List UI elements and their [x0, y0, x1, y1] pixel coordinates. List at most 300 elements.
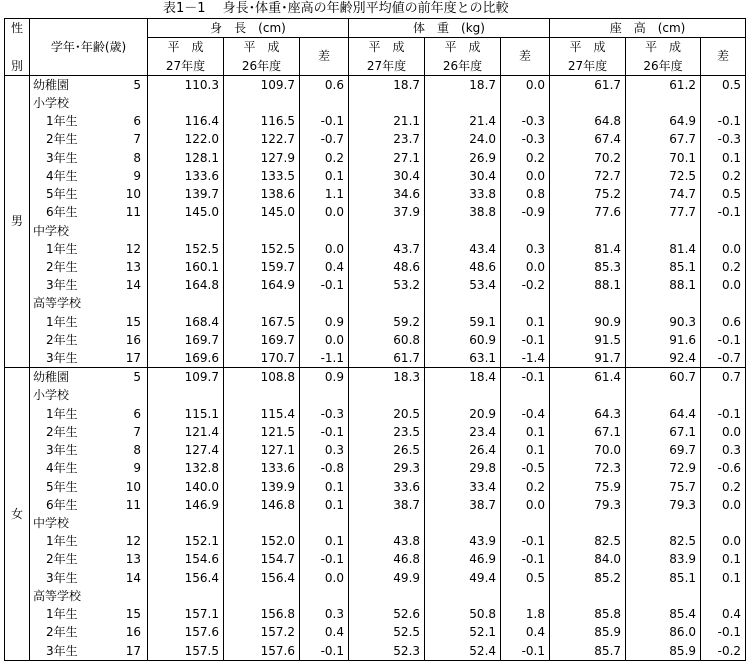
row-label: 6年生 [46, 497, 78, 512]
sitting-height-diff-cell: 0.0 [701, 423, 746, 441]
weight-diff-cell: 0.0 [501, 167, 550, 185]
h26-bottom: 26年度 [224, 56, 300, 75]
weight-diff-cell: 0.8 [501, 185, 550, 203]
table-row [5, 276, 746, 294]
sitting-height-h27-cell: 70.2 [550, 149, 626, 167]
height-h26-cell: 159.7 [224, 258, 300, 276]
height-diff-cell: 0.3 [300, 441, 349, 459]
row-age: 8 [121, 149, 148, 167]
height-diff-cell: 0.1 [300, 167, 349, 185]
weight-h26-cell: 29.8 [425, 459, 501, 477]
weight-h27-cell: 34.6 [349, 185, 425, 203]
height-h26-cell: 146.8 [224, 496, 300, 514]
s26-top: 平 成 [626, 38, 701, 57]
weight-h26-cell [425, 587, 501, 605]
height-h27-cell: 157.6 [148, 623, 224, 641]
row-age: 5 [121, 75, 148, 94]
height-h27-cell: 110.3 [148, 75, 224, 94]
sitting-height-h26-cell: 79.3 [626, 496, 701, 514]
table-row [5, 550, 746, 568]
sitting-height-diff-cell: 0.2 [701, 258, 746, 276]
height-diff-cell: 0.4 [300, 258, 349, 276]
sitting-height-h26-cell: 85.9 [626, 641, 701, 660]
row-age: 11 [121, 203, 148, 221]
h26-top: 平 成 [224, 38, 300, 57]
height-h27-cell [148, 294, 224, 312]
sitting-height-h27-cell: 91.7 [550, 349, 626, 368]
height-diff-cell: -0.1 [300, 112, 349, 130]
row-age: 14 [121, 569, 148, 587]
row-age: 12 [121, 240, 148, 258]
weight-h26-cell: 33.8 [425, 185, 501, 203]
row-label: 1年生 [46, 406, 78, 421]
weight-h27-cell: 20.5 [349, 405, 425, 423]
sitting-height-diff-cell [701, 94, 746, 112]
weight-h27-cell: 52.3 [349, 641, 425, 660]
row-label: 1年生 [46, 114, 78, 129]
height-h27-cell: 109.7 [148, 368, 224, 387]
table-row [5, 203, 746, 221]
w27-top: 平 成 [349, 38, 425, 57]
table-row [5, 294, 746, 312]
weight-diff-cell: 0.0 [501, 75, 550, 94]
weight-h26-cell: 20.9 [425, 405, 501, 423]
weight-h27-cell: 52.5 [349, 623, 425, 641]
row-age: 6 [121, 112, 148, 130]
height-h26-cell: 156.4 [224, 569, 300, 587]
height-diff-cell [300, 294, 349, 312]
sitting-height-diff-cell [701, 514, 746, 532]
weight-h26-cell: 49.4 [425, 569, 501, 587]
sitting-height-h26-cell: 92.4 [626, 349, 701, 368]
sitting-height-diff-cell: 0.1 [701, 149, 746, 167]
row-label: 4年生 [46, 168, 78, 183]
table-row [5, 605, 746, 623]
sitting-height-h27-cell [550, 514, 626, 532]
weight-diff-cell: -0.9 [501, 203, 550, 221]
sitting-height-diff-cell: -0.1 [701, 623, 746, 641]
height-h26-cell: 138.6 [224, 185, 300, 203]
sitting-height-diff-cell: 0.0 [701, 496, 746, 514]
height-diff-cell [300, 587, 349, 605]
sitting-height-h26-cell: 69.7 [626, 441, 701, 459]
weight-h26-cell: 38.7 [425, 496, 501, 514]
sex-female: 女 [5, 368, 30, 661]
row-label: 4年生 [46, 461, 78, 476]
sitting-height-diff-cell [701, 587, 746, 605]
weight-h26-cell: 52.4 [425, 641, 501, 660]
weight-diff-cell: -0.1 [501, 368, 550, 387]
table-row [5, 313, 746, 331]
weight-diff-cell: 0.0 [501, 496, 550, 514]
row-age [121, 587, 148, 605]
sitting-height-diff-cell: 0.0 [701, 240, 746, 258]
weight-h27-cell: 38.7 [349, 496, 425, 514]
height-header: 身 長 (cm) [148, 19, 349, 38]
table-row [5, 641, 746, 660]
row-age: 15 [121, 313, 148, 331]
table-row [5, 496, 746, 514]
weight-h26-cell: 33.4 [425, 477, 501, 495]
sitting-height-h26-cell: 85.1 [626, 258, 701, 276]
height-h27-cell: 152.5 [148, 240, 224, 258]
row-age: 11 [121, 496, 148, 514]
height-h26-cell [224, 94, 300, 112]
weight-h27-cell: 18.3 [349, 368, 425, 387]
weight-diff-cell: 0.3 [501, 240, 550, 258]
sitting-height-h26-cell: 77.7 [626, 203, 701, 221]
row-label: 3年生 [46, 150, 78, 165]
weight-h26-cell: 21.4 [425, 112, 501, 130]
weight-h27-cell: 48.6 [349, 258, 425, 276]
sitting-height-h27-cell: 84.0 [550, 550, 626, 568]
h27-bottom: 27年度 [148, 56, 224, 75]
sitting-height-h27-cell: 61.7 [550, 75, 626, 94]
w26-bottom: 26年度 [425, 56, 501, 75]
height-h26-cell: 170.7 [224, 349, 300, 368]
height-h26-cell: 133.6 [224, 459, 300, 477]
weight-h26-cell: 46.9 [425, 550, 501, 568]
sitting-height-h27-cell: 75.2 [550, 185, 626, 203]
row-label: 3年生 [30, 641, 121, 660]
height-h27-cell: 169.6 [148, 349, 224, 368]
table-row [5, 221, 746, 239]
row-age [121, 94, 148, 112]
row-age: 15 [121, 605, 148, 623]
sitting-height-h27-cell: 61.4 [550, 368, 626, 387]
sitting-height-h26-cell [626, 294, 701, 312]
row-age: 9 [121, 459, 148, 477]
weight-h26-cell: 24.0 [425, 130, 501, 148]
weight-h26-cell [425, 94, 501, 112]
weight-h27-cell: 43.8 [349, 532, 425, 550]
sitting-height-h27-cell: 77.6 [550, 203, 626, 221]
sitting-height-diff-cell: 0.5 [701, 75, 746, 94]
weight-diff-cell [501, 587, 550, 605]
sitting-height-diff-cell: 0.0 [701, 532, 746, 550]
row-age: 7 [121, 130, 148, 148]
sitting-height-h26-cell: 67.7 [626, 130, 701, 148]
height-h27-cell: 139.7 [148, 185, 224, 203]
weight-diff-cell: -0.4 [501, 405, 550, 423]
sitting-height-h26-cell: 74.7 [626, 185, 701, 203]
height-h27-cell [148, 514, 224, 532]
weight-diff-cell: 0.0 [501, 258, 550, 276]
weight-h27-cell [349, 514, 425, 532]
weight-h27-cell: 49.9 [349, 569, 425, 587]
height-diff-cell [300, 514, 349, 532]
row-label: 3年生 [46, 570, 78, 585]
sitting-height-diff-cell: 0.2 [701, 477, 746, 495]
sitting-height-h27-cell: 85.3 [550, 258, 626, 276]
sitting-height-diff-cell: 0.3 [701, 441, 746, 459]
weight-diff-cell: 0.1 [501, 423, 550, 441]
sitting-height-h27-cell: 82.5 [550, 532, 626, 550]
height-h27-cell: 154.6 [148, 550, 224, 568]
sitting-height-diff-cell: 0.1 [701, 569, 746, 587]
sitting-height-h26-cell [626, 514, 701, 532]
table-row [5, 368, 746, 387]
row-label: 幼稚園 [33, 77, 70, 92]
sex-male: 男 [5, 75, 30, 368]
sitting-height-h27-cell [550, 221, 626, 239]
sitting-height-diff-cell: -0.1 [701, 405, 746, 423]
row-age: 10 [121, 477, 148, 495]
table-row [5, 349, 746, 368]
row-label: 3年生 [46, 443, 78, 458]
row-age: 12 [121, 532, 148, 550]
table-title: 表1－1 身長･体重･座高の年齢別平均値の前年度との比較 [163, 1, 509, 16]
sitting-height-diff-cell: -0.6 [701, 459, 746, 477]
height-diff-cell: 0.1 [300, 496, 349, 514]
table-row [5, 75, 746, 94]
height-h26-cell: 157.2 [224, 623, 300, 641]
height-diff-cell: 0.3 [300, 605, 349, 623]
height-h26-cell: 122.7 [224, 130, 300, 148]
sitting-height-diff-cell [701, 386, 746, 404]
weight-h26-cell [425, 221, 501, 239]
row-label: 小学校 [33, 95, 70, 110]
table-row [5, 331, 746, 349]
height-h27-cell: 133.6 [148, 167, 224, 185]
weight-h27-cell: 23.5 [349, 423, 425, 441]
weight-h27-cell [349, 386, 425, 404]
height-h27-cell: 169.7 [148, 331, 224, 349]
w26-top: 平 成 [425, 38, 501, 57]
height-h27-cell: 128.1 [148, 149, 224, 167]
weight-diff-cell: 0.1 [501, 313, 550, 331]
row-age [121, 386, 148, 404]
sitting-height-h27-cell: 88.1 [550, 276, 626, 294]
row-age: 7 [121, 423, 148, 441]
height-diff-cell: 0.9 [300, 368, 349, 387]
height-h26-cell: 121.5 [224, 423, 300, 441]
height-diff-cell: 0.1 [300, 532, 349, 550]
weight-h27-cell: 27.1 [349, 149, 425, 167]
sitting-height-h27-cell: 81.4 [550, 240, 626, 258]
height-h27-cell: 157.1 [148, 605, 224, 623]
sitting-height-h27-cell: 64.3 [550, 405, 626, 423]
sitting-height-h27-cell: 72.3 [550, 459, 626, 477]
height-h26-cell [224, 587, 300, 605]
table-row [5, 405, 746, 423]
sitting-height-h26-cell: 75.7 [626, 477, 701, 495]
row-label: 小学校 [33, 388, 70, 403]
sitting-height-diff-cell: -0.1 [701, 112, 746, 130]
sitting-height-h26-cell: 67.1 [626, 423, 701, 441]
sitting-height-diff-cell: 0.6 [701, 313, 746, 331]
height-h27-cell: 146.9 [148, 496, 224, 514]
weight-h26-cell [425, 386, 501, 404]
row-label: 3年生 [30, 349, 121, 368]
weight-diff-cell: -0.1 [501, 550, 550, 568]
row-label: 中学校 [33, 516, 70, 531]
table-row [5, 112, 746, 130]
weight-h27-cell: 30.4 [349, 167, 425, 185]
height-h26-cell: 164.9 [224, 276, 300, 294]
height-h26-cell: 152.0 [224, 532, 300, 550]
height-diff-cell: 1.1 [300, 185, 349, 203]
weight-h26-cell: 52.1 [425, 623, 501, 641]
row-age [121, 514, 148, 532]
height-h26-cell [224, 386, 300, 404]
sitting-height-diff-cell: 0.2 [701, 167, 746, 185]
weight-h26-cell: 38.8 [425, 203, 501, 221]
weight-h27-cell: 53.2 [349, 276, 425, 294]
weight-h26-cell: 43.9 [425, 532, 501, 550]
height-h27-cell [148, 94, 224, 112]
height-diff-cell: 0.2 [300, 149, 349, 167]
diff-header: 差 [300, 38, 349, 75]
diff-header: 差 [501, 38, 550, 75]
row-age: 13 [121, 258, 148, 276]
height-h26-cell [224, 221, 300, 239]
weight-h26-cell: 18.4 [425, 368, 501, 387]
height-h27-cell [148, 386, 224, 404]
sitting-height-diff-cell [701, 221, 746, 239]
height-h27-cell: 152.1 [148, 532, 224, 550]
weight-h27-cell: 61.7 [349, 349, 425, 368]
table-row [5, 240, 746, 258]
height-diff-cell [300, 94, 349, 112]
table-row [5, 149, 746, 167]
height-h27-cell: 127.4 [148, 441, 224, 459]
weight-h26-cell: 23.4 [425, 423, 501, 441]
sitting-height-h26-cell: 64.4 [626, 405, 701, 423]
row-age: 9 [121, 167, 148, 185]
row-label: 2年生 [46, 424, 78, 439]
h27-top: 平 成 [148, 38, 224, 57]
sitting-height-h27-cell: 67.1 [550, 423, 626, 441]
weight-diff-cell [501, 94, 550, 112]
height-h27-cell [148, 587, 224, 605]
height-diff-cell: 0.4 [300, 623, 349, 641]
sitting-height-h27-cell [550, 386, 626, 404]
height-diff-cell: -0.1 [300, 641, 349, 660]
height-diff-cell: 0.0 [300, 569, 349, 587]
weight-h26-cell: 18.7 [425, 75, 501, 94]
sitting-height-h26-cell: 85.4 [626, 605, 701, 623]
height-h26-cell: 157.6 [224, 641, 300, 660]
height-h27-cell: 164.8 [148, 276, 224, 294]
table-row [5, 532, 746, 550]
height-h26-cell: 139.9 [224, 477, 300, 495]
weight-h27-cell [349, 94, 425, 112]
sitting-height-h26-cell [626, 386, 701, 404]
weight-h27-cell: 33.6 [349, 477, 425, 495]
height-h26-cell [224, 294, 300, 312]
table-row [5, 514, 746, 532]
sitting-height-h26-cell: 72.5 [626, 167, 701, 185]
row-age [121, 221, 148, 239]
sitting-height-h26-cell: 90.3 [626, 313, 701, 331]
row-age [121, 294, 148, 312]
sitting-height-h26-cell: 85.1 [626, 569, 701, 587]
sitting-height-h26-cell: 86.0 [626, 623, 701, 641]
height-h27-cell: 160.1 [148, 258, 224, 276]
sitting-height-h27-cell: 85.2 [550, 569, 626, 587]
row-label: 2年生 [46, 132, 78, 147]
height-h26-cell: 133.5 [224, 167, 300, 185]
s27-top: 平 成 [550, 38, 626, 57]
height-h26-cell: 109.7 [224, 75, 300, 94]
row-age: 16 [121, 623, 148, 641]
table-row [5, 423, 746, 441]
sitting-height-h26-cell [626, 587, 701, 605]
row-label: 2年生 [46, 332, 78, 347]
sitting-height-h26-cell: 64.9 [626, 112, 701, 130]
s27-bottom: 27年度 [550, 56, 626, 75]
table-row [5, 441, 746, 459]
sitting-height-diff-cell: 0.1 [701, 550, 746, 568]
height-diff-cell: -0.1 [300, 423, 349, 441]
height-h26-cell: 145.0 [224, 203, 300, 221]
row-label: 1年生 [46, 534, 78, 549]
weight-h26-cell: 60.9 [425, 331, 501, 349]
table-row [5, 94, 746, 112]
height-h27-cell: 122.0 [148, 130, 224, 148]
weight-diff-cell [501, 294, 550, 312]
weight-diff-cell: -0.3 [501, 112, 550, 130]
height-h26-cell: 156.8 [224, 605, 300, 623]
sitting-height-diff-cell: -0.2 [701, 641, 746, 660]
weight-diff-cell [501, 221, 550, 239]
weight-h27-cell: 60.8 [349, 331, 425, 349]
sitting-height-diff-cell: 0.5 [701, 185, 746, 203]
table-row [5, 386, 746, 404]
weight-diff-cell: -0.1 [501, 532, 550, 550]
row-label: 1年生 [46, 314, 78, 329]
height-h26-cell: 169.7 [224, 331, 300, 349]
sitting-height-header: 座 高 (cm) [550, 19, 746, 38]
weight-h26-cell: 59.1 [425, 313, 501, 331]
sitting-height-h27-cell: 64.8 [550, 112, 626, 130]
header-row-1 [5, 19, 746, 38]
comparison-table [4, 18, 746, 661]
weight-diff-cell: -0.1 [501, 331, 550, 349]
height-diff-cell: 0.1 [300, 477, 349, 495]
sex-header-top: 性 [5, 19, 30, 38]
weight-h27-cell: 59.2 [349, 313, 425, 331]
height-diff-cell: 0.0 [300, 203, 349, 221]
weight-h26-cell: 53.4 [425, 276, 501, 294]
grade-age-header: 学年･年齢(歳) [30, 19, 148, 76]
height-h27-cell [148, 221, 224, 239]
row-label: 5年生 [46, 187, 78, 202]
weight-h26-cell: 48.6 [425, 258, 501, 276]
s26-bottom: 26年度 [626, 56, 701, 75]
table-row [5, 459, 746, 477]
height-h26-cell: 154.7 [224, 550, 300, 568]
sitting-height-diff-cell: 0.7 [701, 368, 746, 387]
weight-h26-cell: 43.4 [425, 240, 501, 258]
sitting-height-h27-cell: 70.0 [550, 441, 626, 459]
row-label: 高等学校 [33, 296, 82, 311]
sitting-height-diff-cell: 0.4 [701, 605, 746, 623]
sitting-height-diff-cell: 0.0 [701, 276, 746, 294]
height-h27-cell: 157.5 [148, 641, 224, 660]
row-label: 3年生 [46, 278, 78, 293]
row-label: 幼稚園 [33, 370, 70, 385]
height-h26-cell: 152.5 [224, 240, 300, 258]
table-row [5, 130, 746, 148]
sitting-height-h26-cell: 81.4 [626, 240, 701, 258]
weight-diff-cell: 0.2 [501, 149, 550, 167]
weight-h27-cell: 52.6 [349, 605, 425, 623]
row-age: 17 [121, 349, 148, 368]
weight-h26-cell: 30.4 [425, 167, 501, 185]
weight-h27-cell [349, 221, 425, 239]
